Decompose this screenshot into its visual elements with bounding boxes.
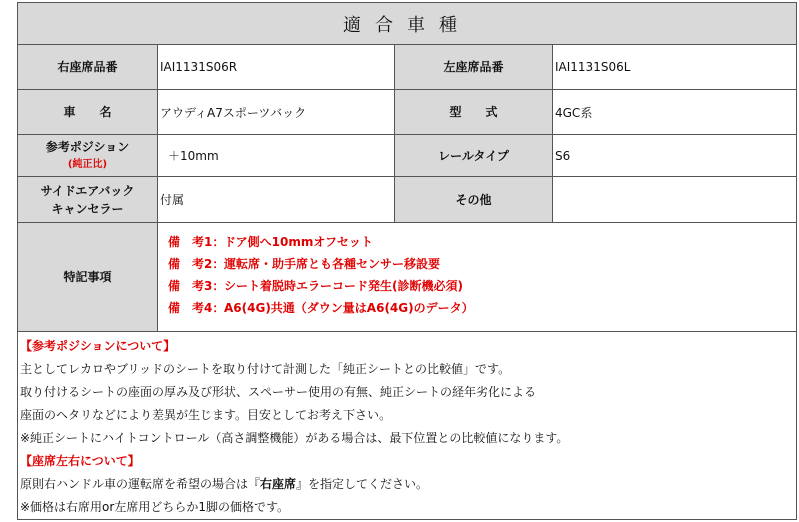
position-label-cell — [18, 135, 158, 177]
rail-type-value: S6 — [553, 135, 797, 177]
airbag-label-line1: サイドエアバック — [40, 183, 135, 198]
right-seat-label: 右座席品番 — [18, 45, 158, 90]
model-type-value: 4GC系 — [553, 90, 797, 135]
special-notes-label: 特記事項 — [18, 223, 158, 332]
info-line-5: 原則右ハンドル車の運転席を希望の場合は『右座席』を指定してください。 — [20, 477, 429, 491]
seat-side-heading: 【座席左右について】 — [20, 454, 140, 468]
special-note-4: 備 考4：A6(4G)共通（ダウン量はA6(4G)のデータ） — [168, 301, 474, 315]
car-name-label: 車 名 — [18, 90, 158, 135]
model-type-label: 型 式 — [395, 90, 553, 135]
compatibility-table — [17, 2, 797, 520]
position-value: ＋10mm — [158, 135, 395, 177]
airbag-label-line2: キャンセラー — [51, 201, 124, 216]
other-value — [553, 177, 797, 223]
position-note-heading: 【参考ポジションについて】 — [20, 339, 176, 353]
special-note-1: 備 考1：ドア側へ10mmオフセット — [168, 235, 373, 249]
airbag-value: 付属 — [158, 177, 395, 223]
info-line-2: 取り付けるシートの座面の厚み及び形状、スペーサー使用の有無、純正シートの経年劣化による — [20, 385, 537, 399]
airbag-label-cell — [18, 177, 158, 223]
table-title: 適合車種 — [18, 3, 797, 45]
position-label: 参考ポジション — [45, 139, 130, 154]
left-seat-label: 左座席品番 — [395, 45, 553, 90]
car-name-value: アウディA7スポーツバック — [158, 90, 395, 135]
info-line-4: ※純正シートにハイトコントロール（高さ調整機能）がある場合は、最下位置との比較値になります。 — [20, 431, 569, 445]
left-seat-value: IAI1131S06L — [553, 45, 797, 90]
special-note-3: 備 考3：シート着脱時エラーコード発生(診断機必須) — [168, 279, 463, 293]
special-notes — [158, 223, 797, 332]
info-line-1: 主としてレカロやブリッドのシートを取り付けて計測した「純正シートとの比較値」です。 — [20, 362, 511, 376]
rail-type-label: レールタイプ — [395, 135, 553, 177]
position-sublabel: (純正比) — [67, 158, 108, 170]
info-line-3: 座面のヘタリなどにより差異が生じます。目安としてお考え下さい。 — [20, 408, 392, 422]
other-label: その他 — [395, 177, 553, 223]
info-section — [18, 332, 797, 520]
special-note-2: 備 考2：運転席・助手席とも各種センサー移設要 — [168, 257, 441, 271]
right-seat-value: IAI1131S06R — [158, 45, 395, 90]
info-line-6: ※価格は右席用or左席用どちらか1脚の価格です。 — [20, 500, 290, 514]
